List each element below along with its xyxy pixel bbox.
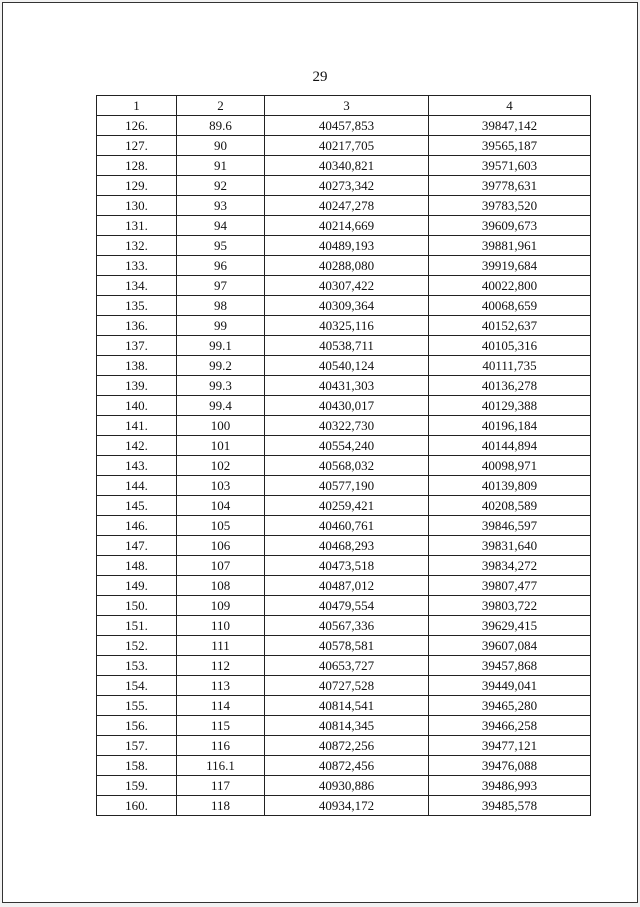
table-cell-col-1: 159. xyxy=(97,776,177,796)
table-cell-col-2: 89.6 xyxy=(177,116,265,136)
table-cell-col-3: 40479,554 xyxy=(265,596,429,616)
table-row xyxy=(97,616,591,636)
table-cell-col-4: 40068,659 xyxy=(429,296,591,316)
table-cell-col-3: 40247,278 xyxy=(265,196,429,216)
table-cell-col-4: 40136,278 xyxy=(429,376,591,396)
table-cell-col-4: 40196,184 xyxy=(429,416,591,436)
table-cell-col-2: 112 xyxy=(177,656,265,676)
table-body xyxy=(97,116,591,816)
table-cell-col-1: 139. xyxy=(97,376,177,396)
table-cell-col-1: 126. xyxy=(97,116,177,136)
table-cell-col-1: 150. xyxy=(97,596,177,616)
table-row xyxy=(97,356,591,376)
table-cell-col-2: 108 xyxy=(177,576,265,596)
table-cell-col-1: 153. xyxy=(97,656,177,676)
table-row xyxy=(97,376,591,396)
table-cell-col-2: 103 xyxy=(177,476,265,496)
table-row xyxy=(97,516,591,536)
table-cell-col-4: 40098,971 xyxy=(429,456,591,476)
table-cell-col-1: 156. xyxy=(97,716,177,736)
column-header-2: 2 xyxy=(177,96,265,116)
table-cell-col-1: 154. xyxy=(97,676,177,696)
table-cell-col-4: 39831,640 xyxy=(429,536,591,556)
table-cell-col-1: 128. xyxy=(97,156,177,176)
table-cell-col-1: 144. xyxy=(97,476,177,496)
table-cell-col-3: 40214,669 xyxy=(265,216,429,236)
table-cell-col-3: 40460,761 xyxy=(265,516,429,536)
table-cell-col-4: 39476,088 xyxy=(429,756,591,776)
table-cell-col-1: 155. xyxy=(97,696,177,716)
table-cell-col-2: 106 xyxy=(177,536,265,556)
table-cell-col-1: 131. xyxy=(97,216,177,236)
table-row xyxy=(97,296,591,316)
table-cell-col-2: 91 xyxy=(177,156,265,176)
table-cell-col-1: 158. xyxy=(97,756,177,776)
table-row xyxy=(97,116,591,136)
table-cell-col-4: 40022,800 xyxy=(429,276,591,296)
table-row xyxy=(97,776,591,796)
table-cell-col-4: 39881,961 xyxy=(429,236,591,256)
table-cell-col-1: 140. xyxy=(97,396,177,416)
table-cell-col-4: 40105,316 xyxy=(429,336,591,356)
table-cell-col-4: 39449,041 xyxy=(429,676,591,696)
table-cell-col-2: 111 xyxy=(177,636,265,656)
table-cell-col-3: 40325,116 xyxy=(265,316,429,336)
table-cell-col-4: 39465,280 xyxy=(429,696,591,716)
table-cell-col-1: 157. xyxy=(97,736,177,756)
table-cell-col-4: 39477,121 xyxy=(429,736,591,756)
table-row xyxy=(97,436,591,456)
table-row xyxy=(97,456,591,476)
table-cell-col-2: 96 xyxy=(177,256,265,276)
table-cell-col-2: 107 xyxy=(177,556,265,576)
table-cell-col-3: 40814,345 xyxy=(265,716,429,736)
table-cell-col-2: 116 xyxy=(177,736,265,756)
table-cell-col-4: 39778,631 xyxy=(429,176,591,196)
table-cell-col-3: 40567,336 xyxy=(265,616,429,636)
table-row xyxy=(97,496,591,516)
table-cell-col-4: 40152,637 xyxy=(429,316,591,336)
table-cell-col-3: 40468,293 xyxy=(265,536,429,556)
table-cell-col-4: 39847,142 xyxy=(429,116,591,136)
table-cell-col-3: 40217,705 xyxy=(265,136,429,156)
table-cell-col-3: 40322,730 xyxy=(265,416,429,436)
table-cell-col-4: 39807,477 xyxy=(429,576,591,596)
table-row xyxy=(97,196,591,216)
table-row xyxy=(97,656,591,676)
table-row xyxy=(97,636,591,656)
table-cell-col-3: 40727,528 xyxy=(265,676,429,696)
table-cell-col-1: 152. xyxy=(97,636,177,656)
table-cell-col-2: 95 xyxy=(177,236,265,256)
table-row xyxy=(97,536,591,556)
document-page xyxy=(2,2,638,903)
table-row xyxy=(97,796,591,816)
table-cell-col-3: 40309,364 xyxy=(265,296,429,316)
table-cell-col-1: 127. xyxy=(97,136,177,156)
table-cell-col-1: 132. xyxy=(97,236,177,256)
column-header-3: 3 xyxy=(265,96,429,116)
table-cell-col-4: 39834,272 xyxy=(429,556,591,576)
table-cell-col-3: 40930,886 xyxy=(265,776,429,796)
table-cell-col-1: 130. xyxy=(97,196,177,216)
table-cell-col-2: 92 xyxy=(177,176,265,196)
table-cell-col-4: 40111,735 xyxy=(429,356,591,376)
table-cell-col-2: 97 xyxy=(177,276,265,296)
table-cell-col-2: 110 xyxy=(177,616,265,636)
table-cell-col-3: 40457,853 xyxy=(265,116,429,136)
table-cell-col-3: 40653,727 xyxy=(265,656,429,676)
table-cell-col-3: 40578,581 xyxy=(265,636,429,656)
table-cell-col-3: 40540,124 xyxy=(265,356,429,376)
table-cell-col-1: 145. xyxy=(97,496,177,516)
table-cell-col-4: 40144,894 xyxy=(429,436,591,456)
table-cell-col-2: 102 xyxy=(177,456,265,476)
table-cell-col-4: 39571,603 xyxy=(429,156,591,176)
table-cell-col-1: 147. xyxy=(97,536,177,556)
table-row xyxy=(97,676,591,696)
table-cell-col-4: 39486,993 xyxy=(429,776,591,796)
table-cell-col-3: 40473,518 xyxy=(265,556,429,576)
table-cell-col-2: 98 xyxy=(177,296,265,316)
table-cell-col-2: 116.1 xyxy=(177,756,265,776)
table-row xyxy=(97,576,591,596)
table-cell-col-2: 117 xyxy=(177,776,265,796)
table-cell-col-3: 40814,541 xyxy=(265,696,429,716)
table-cell-col-2: 99.1 xyxy=(177,336,265,356)
table-cell-col-2: 115 xyxy=(177,716,265,736)
table-cell-col-1: 148. xyxy=(97,556,177,576)
table-row xyxy=(97,416,591,436)
table-cell-col-4: 40129,388 xyxy=(429,396,591,416)
table-row xyxy=(97,756,591,776)
table-cell-col-2: 99.2 xyxy=(177,356,265,376)
table-cell-col-4: 39607,084 xyxy=(429,636,591,656)
table-row xyxy=(97,176,591,196)
table-cell-col-2: 114 xyxy=(177,696,265,716)
table-cell-col-2: 99.3 xyxy=(177,376,265,396)
table-row xyxy=(97,476,591,496)
column-header-1: 1 xyxy=(97,96,177,116)
table-header-row xyxy=(97,96,591,116)
table-row xyxy=(97,396,591,416)
table-row xyxy=(97,736,591,756)
column-header-4: 4 xyxy=(429,96,591,116)
table-cell-col-4: 39919,684 xyxy=(429,256,591,276)
table-cell-col-2: 93 xyxy=(177,196,265,216)
table-cell-col-4: 40139,809 xyxy=(429,476,591,496)
table-cell-col-1: 149. xyxy=(97,576,177,596)
table-cell-col-4: 39466,258 xyxy=(429,716,591,736)
table-cell-col-2: 99.4 xyxy=(177,396,265,416)
table-cell-col-1: 141. xyxy=(97,416,177,436)
table-cell-col-3: 40307,422 xyxy=(265,276,429,296)
table-row xyxy=(97,316,591,336)
table-cell-col-1: 142. xyxy=(97,436,177,456)
table-row xyxy=(97,336,591,356)
table-cell-col-3: 40577,190 xyxy=(265,476,429,496)
table-cell-col-1: 136. xyxy=(97,316,177,336)
table-cell-col-1: 160. xyxy=(97,796,177,816)
table-cell-col-4: 39457,868 xyxy=(429,656,591,676)
table-cell-col-1: 151. xyxy=(97,616,177,636)
table-cell-col-4: 39565,187 xyxy=(429,136,591,156)
table-cell-col-4: 39846,597 xyxy=(429,516,591,536)
table-row xyxy=(97,236,591,256)
table-cell-col-2: 113 xyxy=(177,676,265,696)
table-cell-col-2: 105 xyxy=(177,516,265,536)
table-cell-col-3: 40872,456 xyxy=(265,756,429,776)
table-cell-col-1: 137. xyxy=(97,336,177,356)
table-cell-col-3: 40288,080 xyxy=(265,256,429,276)
table-cell-col-3: 40554,240 xyxy=(265,436,429,456)
table-row xyxy=(97,216,591,236)
table-cell-col-2: 118 xyxy=(177,796,265,816)
table-cell-col-1: 146. xyxy=(97,516,177,536)
table-row xyxy=(97,556,591,576)
table-cell-col-4: 39485,578 xyxy=(429,796,591,816)
table-cell-col-2: 101 xyxy=(177,436,265,456)
table-cell-col-2: 99 xyxy=(177,316,265,336)
coordinates-table xyxy=(96,95,591,816)
table-cell-col-3: 40430,017 xyxy=(265,396,429,416)
table-cell-col-4: 39629,415 xyxy=(429,616,591,636)
table-cell-col-1: 133. xyxy=(97,256,177,276)
table-cell-col-1: 129. xyxy=(97,176,177,196)
table-cell-col-1: 138. xyxy=(97,356,177,376)
table-cell-col-2: 109 xyxy=(177,596,265,616)
table-cell-col-3: 40259,421 xyxy=(265,496,429,516)
table-cell-col-3: 40431,303 xyxy=(265,376,429,396)
table-cell-col-3: 40872,256 xyxy=(265,736,429,756)
table-cell-col-1: 134. xyxy=(97,276,177,296)
table-row xyxy=(97,696,591,716)
table-cell-col-3: 40340,821 xyxy=(265,156,429,176)
table-cell-col-3: 40273,342 xyxy=(265,176,429,196)
page-number: 29 xyxy=(312,69,328,85)
table-row xyxy=(97,276,591,296)
table-row xyxy=(97,716,591,736)
table-cell-col-4: 39609,673 xyxy=(429,216,591,236)
table-cell-col-2: 104 xyxy=(177,496,265,516)
table-cell-col-2: 94 xyxy=(177,216,265,236)
table-cell-col-3: 40538,711 xyxy=(265,336,429,356)
table-cell-col-1: 143. xyxy=(97,456,177,476)
table-row xyxy=(97,596,591,616)
table-row xyxy=(97,136,591,156)
table-cell-col-3: 40489,193 xyxy=(265,236,429,256)
table-cell-col-4: 40208,589 xyxy=(429,496,591,516)
table-cell-col-3: 40568,032 xyxy=(265,456,429,476)
table-cell-col-2: 100 xyxy=(177,416,265,436)
table-row xyxy=(97,156,591,176)
table-cell-col-1: 135. xyxy=(97,296,177,316)
table-row xyxy=(97,256,591,276)
table-cell-col-4: 39783,520 xyxy=(429,196,591,216)
table-cell-col-4: 39803,722 xyxy=(429,596,591,616)
table-cell-col-3: 40934,172 xyxy=(265,796,429,816)
table-cell-col-2: 90 xyxy=(177,136,265,156)
table-cell-col-3: 40487,012 xyxy=(265,576,429,596)
